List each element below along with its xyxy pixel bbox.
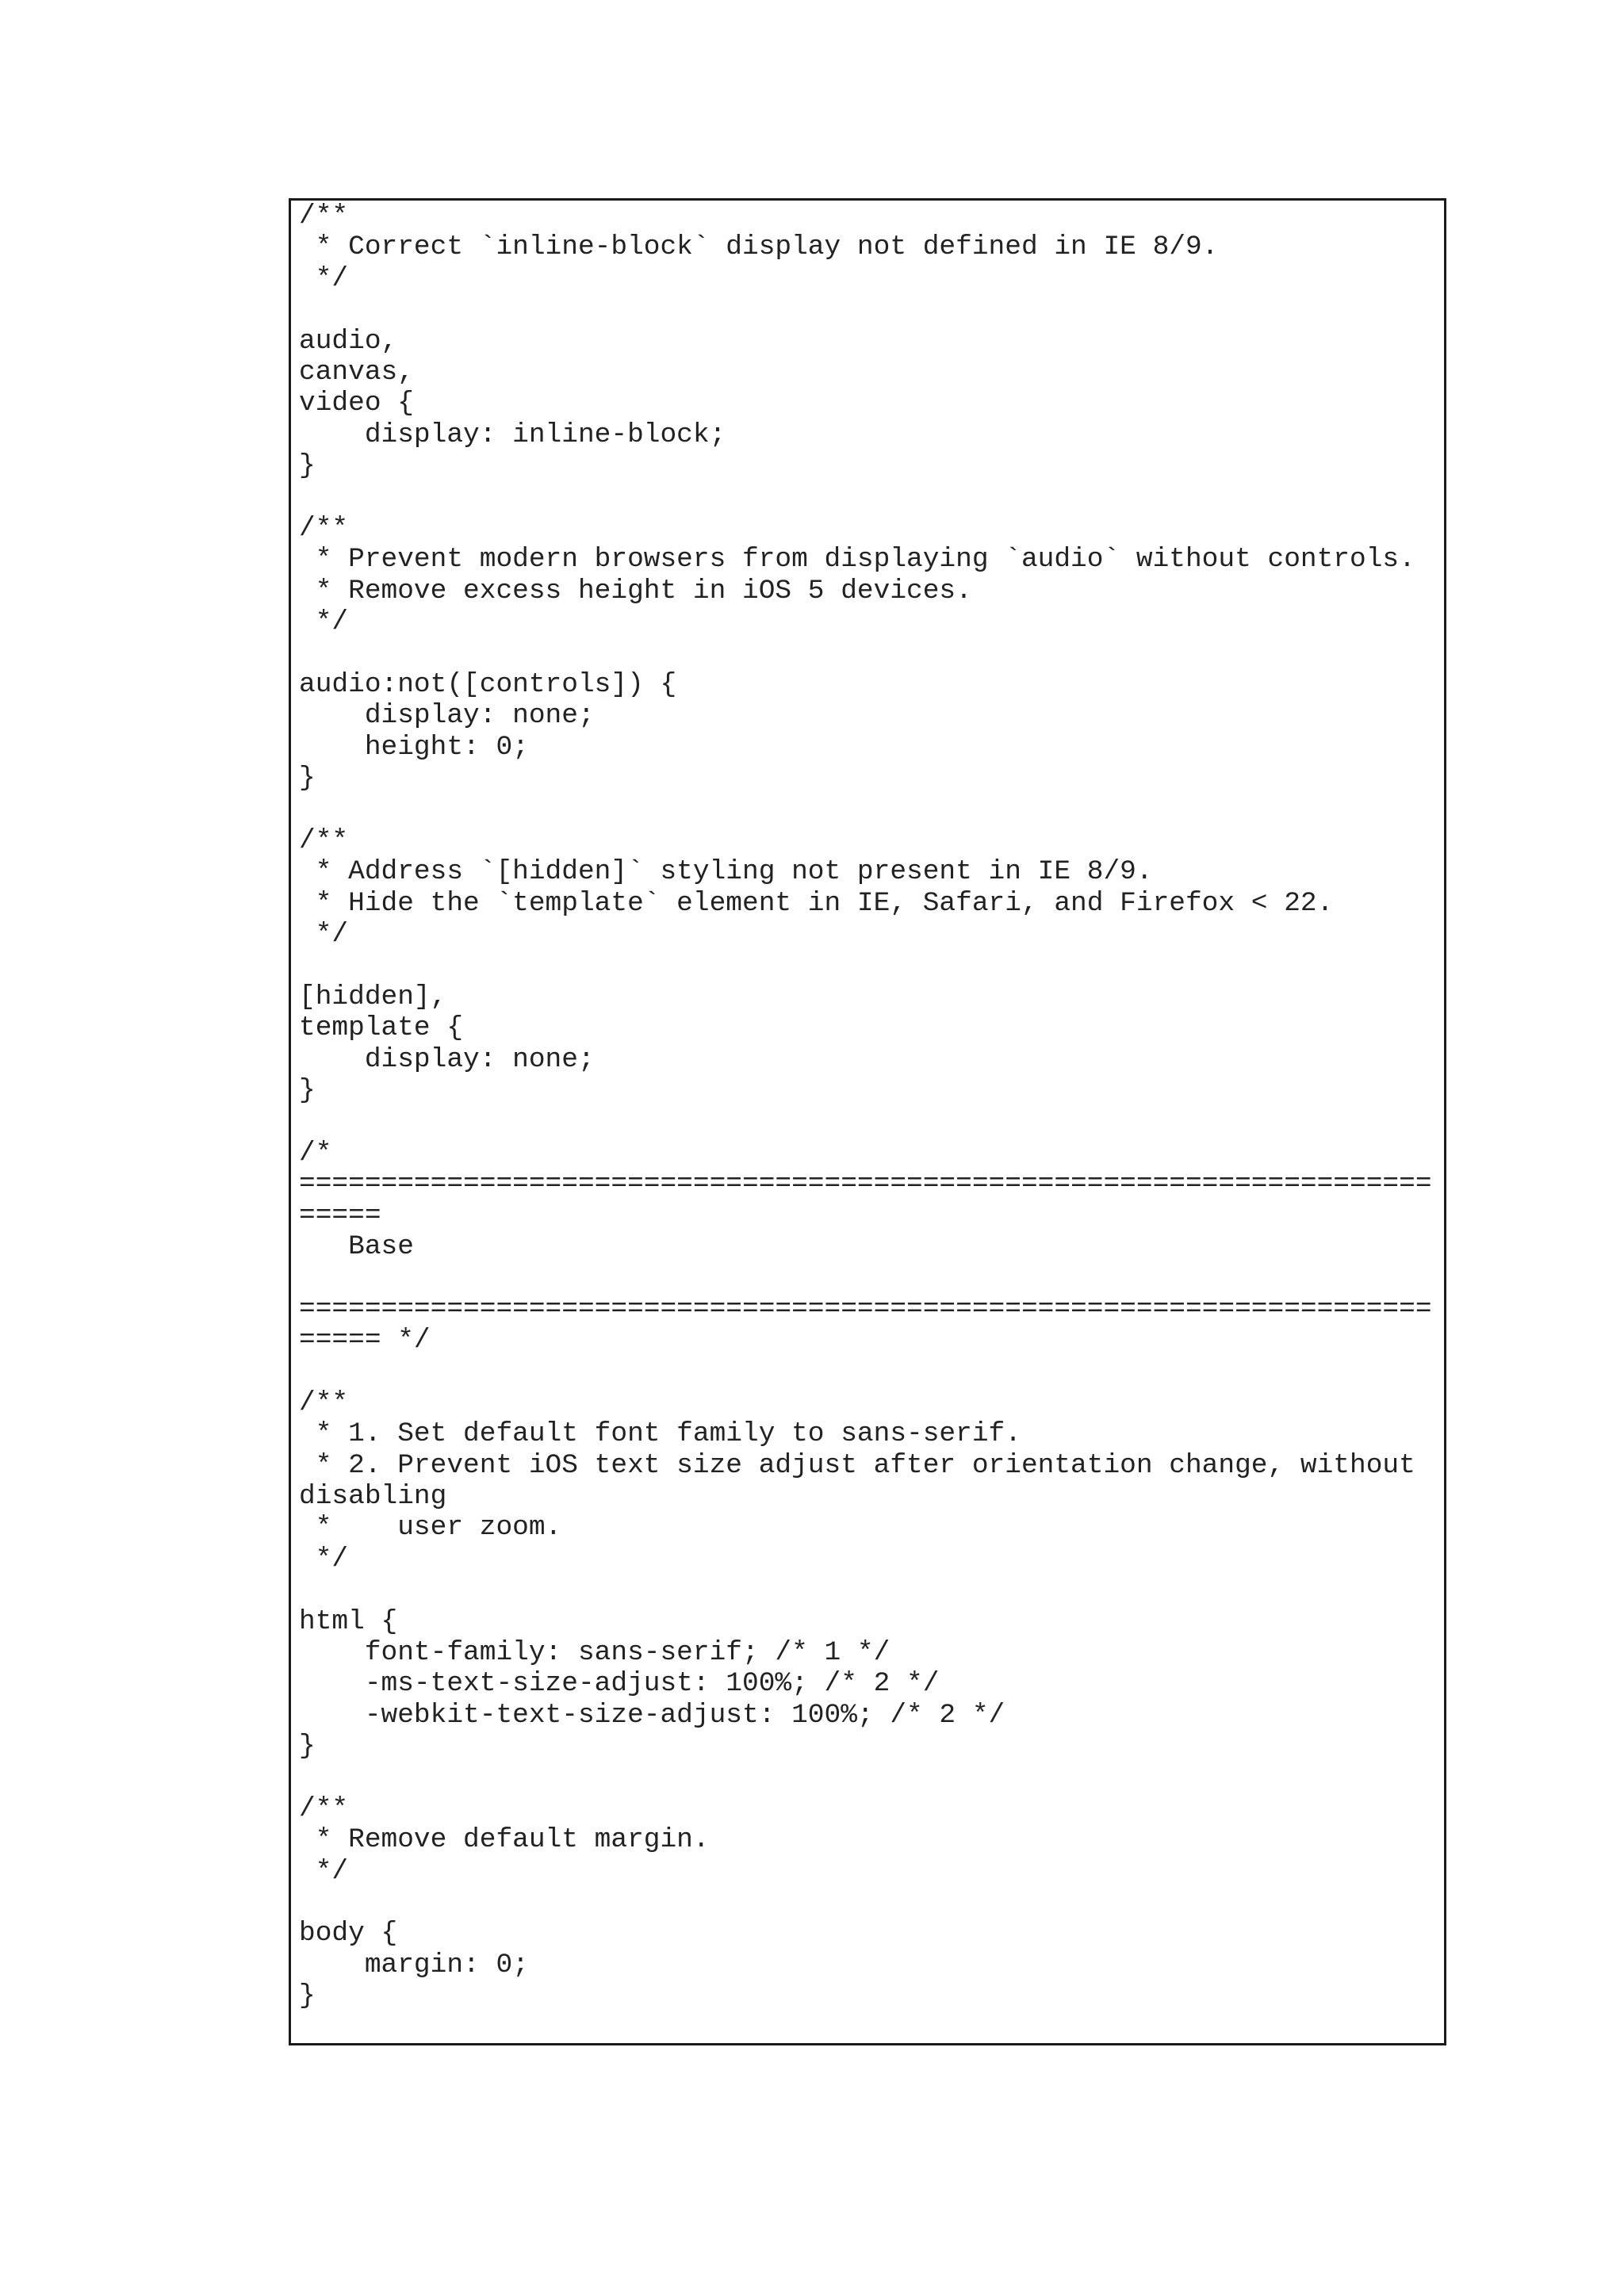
- code-line: ===== */: [299, 1325, 431, 1357]
- code-line: video {: [299, 388, 414, 419]
- code-listing: [291, 201, 1444, 2043]
- code-line: /*: [299, 1137, 332, 1169]
- code-line: */: [299, 918, 349, 950]
- code-line: display: none;: [299, 1043, 595, 1075]
- code-line: [299, 950, 1444, 981]
- code-line: /**: [299, 512, 349, 544]
- code-line: -ms-text-size-adjust: 100%; /* 2 */: [299, 1668, 940, 1700]
- code-line: template {: [299, 1012, 464, 1044]
- code-line: */: [299, 607, 349, 638]
- code-line: [299, 482, 1444, 513]
- code-line: audio,: [299, 325, 398, 357]
- code-line: */: [299, 1855, 349, 1887]
- code-line: * Prevent modern browsers from displaying `audio` without controls.: [299, 544, 1415, 576]
- code-line: =====================================================================: [299, 1293, 1432, 1325]
- code-line: [299, 1106, 1444, 1137]
- code-line: }: [299, 1980, 316, 2012]
- code-line: body {: [299, 1918, 398, 1950]
- code-line: =====================================================================: [299, 1169, 1432, 1200]
- code-line: /**: [299, 1793, 349, 1824]
- code-line: }: [299, 1731, 316, 1762]
- code-line: html {: [299, 1605, 398, 1637]
- code-line: display: inline-block;: [299, 419, 726, 450]
- code-line: * Hide the `template` element in IE, Safari, and Firefox < 22.: [299, 887, 1334, 919]
- code-line: [299, 294, 1444, 325]
- code-line: /**: [299, 1387, 349, 1418]
- code-line: [299, 1762, 1444, 1793]
- code-line: =====: [299, 1200, 381, 1231]
- code-line: }: [299, 763, 316, 794]
- code-listing-frame: [289, 198, 1446, 2045]
- code-line: [299, 794, 1444, 825]
- code-line: [299, 637, 1444, 668]
- code-line: audio:not([controls]) {: [299, 668, 677, 700]
- code-line: Base: [299, 1230, 414, 1262]
- code-line: [299, 1356, 1444, 1387]
- code-line: * user zoom.: [299, 1512, 562, 1544]
- code-line: */: [299, 1543, 349, 1575]
- code-line: /**: [299, 825, 349, 856]
- code-line: [hidden],: [299, 981, 447, 1012]
- code-line: display: none;: [299, 700, 595, 732]
- code-line: * Correct `inline-block` display not defined in IE 8/9.: [299, 232, 1219, 263]
- code-line: canvas,: [299, 356, 414, 388]
- code-line: [299, 1887, 1444, 1918]
- code-line: disabling: [299, 1481, 447, 1513]
- code-line: height: 0;: [299, 731, 529, 763]
- code-line: [299, 2012, 1444, 2043]
- code-line: }: [299, 1074, 316, 1106]
- code-line: * Remove excess height in iOS 5 devices.: [299, 575, 972, 607]
- code-line: */: [299, 262, 349, 294]
- code-line: [299, 1262, 1444, 1293]
- code-line: * 2. Prevent iOS text size adjust after orientation change, without: [299, 1449, 1415, 1481]
- code-line: margin: 0;: [299, 1949, 529, 1980]
- code-line: * Remove default margin.: [299, 1824, 710, 1856]
- code-line: * 1. Set default font family to sans-serif.: [299, 1418, 1021, 1450]
- code-line: font-family: sans-serif; /* 1 */: [299, 1636, 891, 1668]
- code-line: * Address `[hidden]` styling not present in IE 8/9.: [299, 856, 1153, 888]
- code-line: [299, 1575, 1444, 1605]
- code-line: -webkit-text-size-adjust: 100%; /* 2 */: [299, 1699, 1005, 1731]
- code-line: }: [299, 450, 316, 482]
- code-line: /**: [299, 201, 349, 232]
